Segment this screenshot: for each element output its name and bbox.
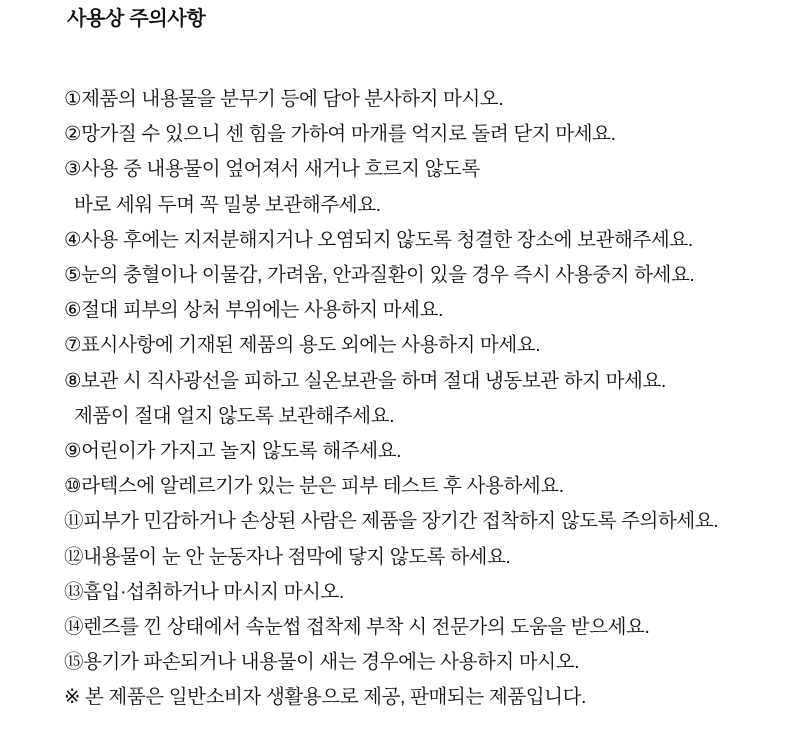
precaution-line: ⑩라텍스에 알레르기가 있는 분은 피부 테스트 후 사용하세요.	[64, 475, 564, 498]
precaution-line: ③사용 중 내용물이 엎어져서 새거나 흐르지 않도록	[64, 158, 480, 181]
precaution-line: ⑪피부가 민감하거나 손상된 사람은 제품을 장기간 접착하지 않도록 주의하세요.	[64, 510, 719, 533]
precaution-line: ⑥절대 피부의 상처 부위에는 사용하지 마세요.	[64, 299, 444, 322]
precaution-line: ①제품의 내용물을 분무기 등에 담아 분사하지 마시오.	[64, 88, 504, 110]
precaution-line: ⑤눈의 충혈이나 이물감, 가려움, 안과질환이 있을 경우 즉시 사용중지 하세요.	[64, 264, 695, 287]
precaution-line: ※ 본 제품은 일반소비자 생활용으로 제공, 판매되는 제품입니다.	[64, 686, 587, 709]
page-title: 사용상 주의사항	[67, 8, 206, 30]
precaution-line: ⑭렌즈를 낀 상태에서 속눈썹 접착제 부착 시 전문가의 도움을 받으세요.	[64, 616, 650, 639]
precaution-line: ②망가질 수 있으니 센 힘을 가하여 마개를 억지로 돌려 닫지 마세요.	[64, 123, 616, 146]
precaution-line: 바로 세워 두며 꼭 밀봉 보관해주세요.	[74, 193, 381, 216]
precaution-line: ⑫내용물이 눈 안 눈동자나 점막에 닿지 않도록 하세요.	[64, 545, 511, 568]
precaution-line: ⑬흡입·섭취하거나 마시지 마시오.	[64, 580, 344, 603]
precaution-line: ⑧보관 시 직사광선을 피하고 실온보관을 하며 절대 냉동보관 하지 마세요.	[64, 369, 666, 392]
precaution-line: ④사용 후에는 지저분해지거나 오염되지 않도록 청결한 장소에 보관해주세요.	[64, 228, 693, 251]
precaution-line: ⑦표시사항에 기재된 제품의 용도 외에는 사용하지 마세요.	[64, 334, 541, 357]
precautions-list	[64, 82, 760, 716]
precaution-line: ⑨어린이가 가지고 놀지 않도록 해주세요.	[64, 440, 402, 463]
precaution-line: ⑮용기가 파손되거나 내용물이 새는 경우에는 사용하지 마시오.	[64, 651, 580, 674]
precaution-line: 제품이 절대 얼지 않도록 보관해주세요.	[74, 404, 395, 427]
